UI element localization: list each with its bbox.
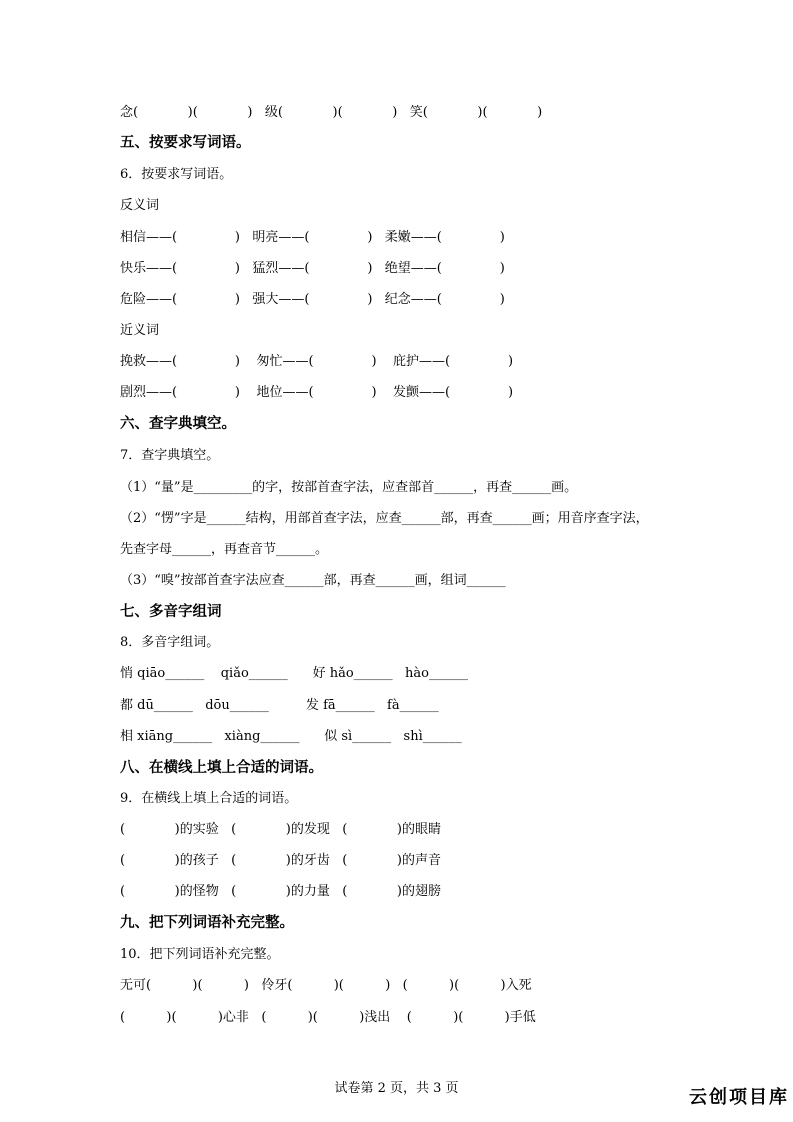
label-antonyms: 反义词 — [120, 198, 160, 213]
question-7: 7．查字典填空。 — [120, 448, 220, 463]
section-heading-9: 九、把下列词语补充完整。 — [120, 915, 294, 931]
complete-row-2: ( )( )心非 ( )( )浅出 ( )( )手低 — [120, 1010, 536, 1025]
dictionary-item-2-cont: 先查字母______，再查音节______。 — [120, 542, 329, 557]
question-10: 10．把下列词语补充完整。 — [120, 947, 280, 962]
section-heading-8: 八、在横线上填上合适的词语。 — [120, 760, 323, 776]
question-9: 9．在横线上填上合适的词语。 — [120, 791, 298, 806]
label-synonyms: 近义词 — [120, 323, 160, 338]
section-heading-6: 六、查字典填空。 — [120, 416, 236, 432]
page-footer: 试卷第 2 页，共 3 页 — [334, 1081, 459, 1096]
dictionary-item-2: （2）“愣”字是______结构，用部首查字法，应查______部，再查______画；用音序查字法， — [120, 511, 649, 526]
polyphone-row-2: 都 dū______ dōu______ 发 fā______ fà______ — [120, 698, 439, 713]
brand-watermark: 云创项目库 — [689, 1087, 789, 1108]
section-heading-5: 五、按要求写词语。 — [120, 135, 251, 151]
dictionary-item-1: （1）“量”是_________的字，按部首查字法，应查部首______，再查______画。 — [120, 480, 578, 495]
synonym-row-2: 剧烈——( ) 地位——( ) 发颤——( ) — [120, 385, 514, 400]
fill-row-2: ( )的孩子 ( )的牙齿 ( )的声音 — [120, 853, 441, 868]
fill-row-3: ( )的怪物 ( )的力量 ( )的翅膀 — [120, 884, 441, 899]
antonym-row-1: 相信——( ) 明亮——( ) 柔嫩——( ) — [120, 230, 505, 245]
synonym-row-1: 挽救——( ) 匆忙——( ) 庇护——( ) — [120, 354, 514, 369]
polyphone-row-3: 相 xiāng______ xiàng______ 似 sì______ shì______ — [120, 729, 462, 744]
antonym-row-3: 危险——( ) 强大——( ) 纪念——( ) — [120, 292, 505, 307]
section-heading-7: 七、多音字组词 — [120, 604, 222, 620]
question-6: 6．按要求写词语。 — [120, 167, 233, 182]
question-8: 8．多音字组词。 — [120, 635, 220, 650]
complete-row-1: 无可( )( ) 伶牙( )( ) ( )( )入死 — [120, 978, 532, 993]
dictionary-item-3: （3）“嗅”按部首查字法应查______部，再查______画，组词______ — [120, 573, 506, 588]
antonym-row-2: 快乐——( ) 猛烈——( ) 绝望——( ) — [120, 261, 505, 276]
line-nian-ji-xiao: 念( )( ) 级( )( ) 笑( )( ) — [120, 105, 543, 120]
polyphone-row-1: 悄 qiāo______ qiǎo______ 好 hǎo______ hào______ — [120, 666, 468, 681]
fill-row-1: ( )的实验 ( )的发现 ( )的眼睛 — [120, 822, 441, 837]
